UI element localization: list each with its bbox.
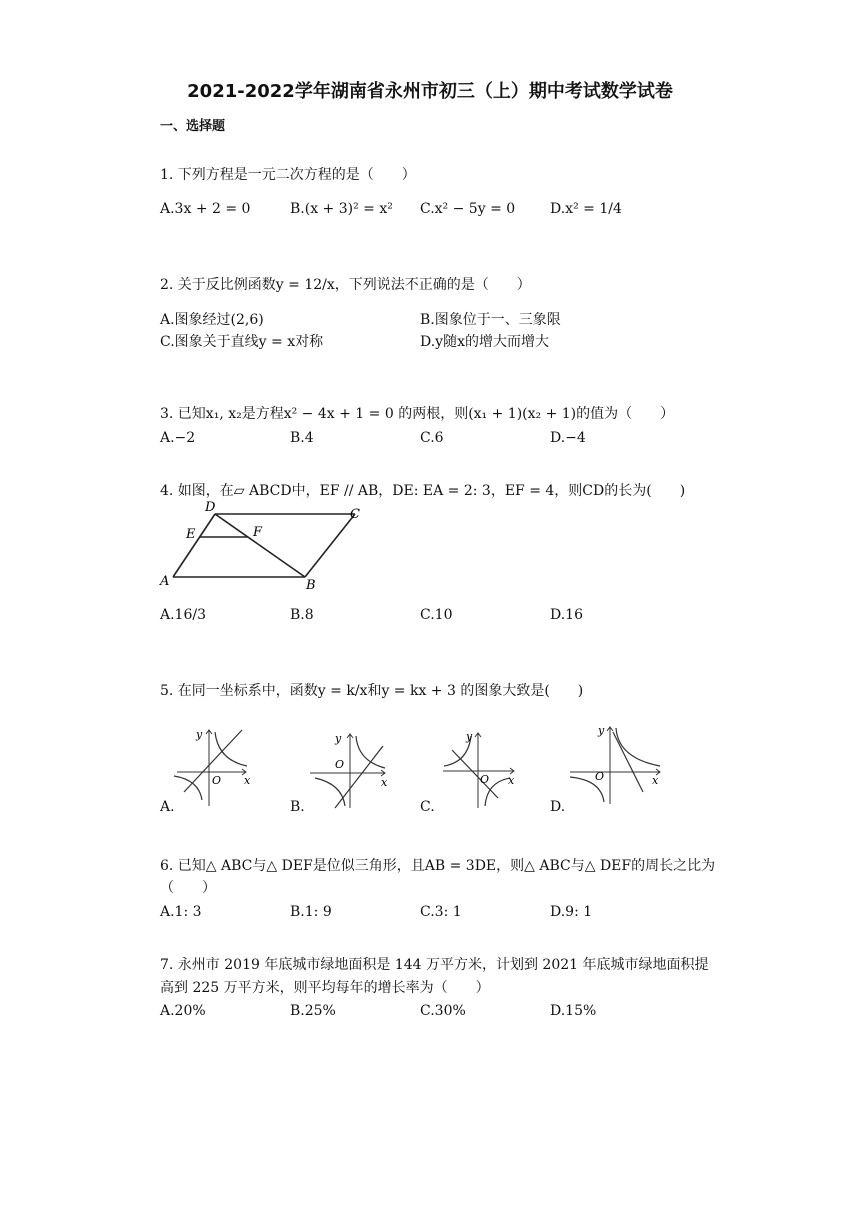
q4-option-c: C.10: [420, 607, 453, 623]
svg-text:O: O: [595, 770, 605, 783]
q3-option-d: D.−4: [550, 430, 586, 446]
label-b: B: [306, 578, 316, 592]
label-d: D: [205, 500, 216, 515]
svg-text:O: O: [480, 773, 490, 786]
q7-option-a: A.20%: [160, 1003, 206, 1019]
svg-text:y: y: [466, 730, 473, 743]
q3-option-a: A.−2: [160, 430, 196, 446]
svg-text:y: y: [598, 724, 605, 737]
q7-option-b: B.25%: [290, 1003, 336, 1019]
question-4-stem: 4. 如图，在▱ ABCD中，EF // AB，DE: EA = 2: 3，EF = 4，则CD的长为( ): [160, 483, 686, 499]
q1-option-a: A.3x + 2 = 0: [160, 201, 251, 217]
q2-option-b: B.图象位于一、三象限: [420, 312, 561, 328]
q2-option-c: C.图象关于直线y = x对称: [160, 334, 324, 350]
q6-option-b: B.1: 9: [290, 904, 332, 920]
question-7-stem-cont: 高到 225 万平方米，则平均每年的增长率为（ ）: [160, 980, 490, 996]
label-a: A: [160, 574, 170, 589]
q5-option-a: A.: [160, 799, 175, 815]
label-c: C: [350, 507, 360, 522]
svg-text:O: O: [335, 758, 345, 771]
question-7-stem: 7. 永州市 2019 年底城市绿地面积是 144 万平方米，计划到 2021 年底城市绿地面积提: [160, 957, 709, 973]
q3-option-c: C.6: [420, 430, 444, 446]
question-1-stem: 1. 下列方程是一元二次方程的是（ ）: [160, 167, 416, 183]
question-5-stem: 5. 在同一坐标系中，函数y = k/x和y = kx + 3 的图象大致是( ): [160, 683, 584, 699]
q1-option-b: B.(x + 3)² = x²: [290, 201, 393, 217]
graph-a: [172, 722, 257, 807]
q6-option-a: A.1: 3: [160, 904, 202, 920]
question-6-stem-cont: （ ）: [160, 880, 216, 896]
label-f: F: [253, 525, 263, 540]
section-heading: 一、选择题: [160, 119, 226, 134]
graph-d: [568, 722, 668, 807]
question-6-stem: 6. 已知△ ABC与△ DEF是位似三角形，且AB = 3DE，则△ ABC与△ DEF的周长之比为: [160, 858, 716, 874]
q7-option-c: C.30%: [420, 1003, 466, 1019]
q1-option-c: C.x² − 5y = 0: [420, 201, 516, 217]
label-e: E: [186, 527, 196, 542]
parallelogram-figure: [155, 497, 375, 592]
question-2-stem: 2. 关于反比例函数y = 12/x，下列说法不正确的是（ ）: [160, 277, 531, 293]
q4-option-d: D.16: [550, 607, 583, 623]
q5-option-d: D.: [550, 799, 566, 815]
question-3-stem: 3. 已知x₁, x₂是方程x² − 4x + 1 = 0 的两根，则(x₁ + 1)(x₂ + 1)的值为（ ）: [160, 406, 675, 422]
svg-text:y: y: [335, 732, 342, 745]
q4-option-b: B.8: [290, 607, 314, 623]
q6-option-d: D.9: 1: [550, 904, 593, 920]
svg-text:O: O: [212, 774, 222, 787]
q6-option-c: C.3: 1: [420, 904, 462, 920]
q5-option-b: B.: [290, 799, 305, 815]
svg-text:x: x: [381, 776, 388, 789]
svg-text:x: x: [244, 774, 251, 787]
graph-b: [305, 728, 395, 813]
q2-option-d: D.y随x的增大而增大: [420, 334, 549, 350]
svg-text:y: y: [196, 728, 203, 741]
q5-option-c: C.: [420, 799, 435, 815]
svg-text:x: x: [508, 774, 515, 787]
q1-option-d: D.x² = 1/4: [550, 201, 622, 217]
q7-option-d: D.15%: [550, 1003, 597, 1019]
q3-option-b: B.4: [290, 430, 314, 446]
page-title: 2021-2022学年湖南省永州市初三（上）期中考试数学试卷: [187, 81, 673, 102]
q4-option-a: A.16/3: [160, 607, 206, 623]
q2-option-a: A.图象经过(2,6): [160, 312, 264, 328]
svg-text:x: x: [652, 774, 659, 787]
graph-c: [440, 728, 520, 813]
